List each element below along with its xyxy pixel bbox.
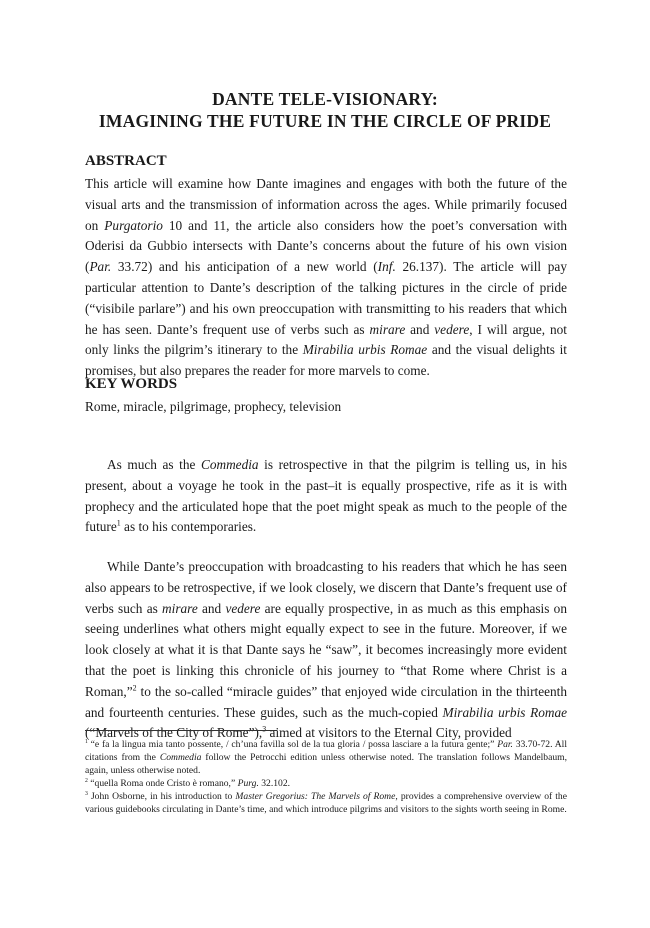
abstract-heading: ABSTRACT xyxy=(85,153,167,169)
footnote-marker: 3 xyxy=(85,790,88,797)
italic-text: Mirabilia urbis Romae xyxy=(442,704,567,720)
body-paragraph-2 xyxy=(85,557,567,744)
title-line-2: IMAGINING THE FUTURE IN THE CIRCLE OF PRIDE xyxy=(98,111,552,131)
text-run: , provides a comprehensive overview of the various guidebooks circulating in Dante’s time, and which introduce pilgrims and visitors to the sights worth seeing in Rome. xyxy=(85,791,567,815)
text-run: While Dante’s preoccupation with broadcasting to his readers that which he has seen also appears to be retrospective, if we look closely, we discern that Dante’s frequent use of verbs such as xyxy=(85,559,567,616)
keywords-heading: KEY WORDS xyxy=(85,376,178,392)
text-run: aimed at visitors to the Eternal City, provided xyxy=(266,725,512,741)
text-run: and xyxy=(197,600,226,616)
italic-text: vedere xyxy=(434,321,470,337)
footnote-marker: 1 xyxy=(85,738,88,745)
text-run: 33.70-72. All citations from the xyxy=(85,739,567,763)
abstract-text xyxy=(85,174,567,382)
article-title xyxy=(85,88,565,132)
footnote-marker: 2 xyxy=(132,683,137,693)
text-run: 10 and 11, the article also considers how the poet’s conversation with Oderisi da Gubbio intersects with Dante’s concerns about the future of his own vision ( xyxy=(85,217,567,275)
text-run: John Osborne, in his introduction to xyxy=(87,791,236,802)
italic-text: Commedia xyxy=(200,457,259,472)
title-line-1: DANTE TELE-VISIONARY: xyxy=(212,89,438,109)
text-run: This article will examine how Dante imagines and engages with both the future of the visual arts and the transmission of information across the ages. While primarily focused on xyxy=(85,176,567,233)
footnote-divider xyxy=(85,730,277,731)
italic-text: mirare xyxy=(162,600,198,616)
text-run: as to his contemporaries. xyxy=(120,519,257,535)
text-run: 26.137). The article will pay particular attention to Dante’s description of the talking pictures in the circle of pride (“visibile parlare”) and his own preoccupation with transmitting to his readers that which he has seen. Dante’s frequent use of verbs such as xyxy=(85,259,567,337)
italic-text: vedere xyxy=(225,600,261,616)
text-run: , I will argue, not only links the pilgrim’s itinerary to the xyxy=(85,321,567,358)
italic-text: Purgatorio xyxy=(104,217,163,233)
text-run: “quella Roma onde Cristo è romano,” xyxy=(87,778,238,789)
text-run: follow the Petrocchi edition unless otherwise noted. The translation follows Mandelbaum, again, unless otherwise noted. xyxy=(85,752,568,776)
text-run: 33.72) and his anticipation of a new world ( xyxy=(111,259,378,275)
italic-text: Commedia xyxy=(159,752,202,763)
text-run: to the so-called “miracle guides” that enjoyed wide circulation in the thirteenth and fourteenth centuries. These guides, such as the much-copied xyxy=(85,683,567,720)
footnote-marker: 3 xyxy=(262,724,267,734)
italic-text: mirare xyxy=(369,321,406,337)
italic-text: Mirabilia urbis Romae xyxy=(302,342,428,358)
text-run: and xyxy=(405,321,435,337)
text-run: are equally prospective, in as much as this emphasis on seeing underlines what others might equally expect to see in the future. Moreover, if we look closely at what it is that Dante says he “saw”, it becomes increasingly more evident that the poet is linking this chronicle of his journey to “that Rome where Christ is a Roman,” xyxy=(85,600,567,699)
italic-text: Inf. xyxy=(377,259,396,275)
text-run: (“Marvels of the City of Rome”), xyxy=(85,725,263,741)
text-run: As much as the xyxy=(107,457,201,472)
footnote-3 xyxy=(85,790,567,816)
footnote-2 xyxy=(85,777,567,790)
text-run: and the visual delights it promises, but also prepares the reader for more marvels to come. xyxy=(85,342,567,379)
text-run: “e fa la lingua mia tanto possente, / ch’una favilla sol de la tua gloria / possa lasciare a la futura gente;” xyxy=(87,739,498,750)
footnotes xyxy=(85,738,567,816)
italic-text: Par. xyxy=(89,259,112,275)
italic-text: Master Gregorius: The Marvels of Rome xyxy=(235,791,396,802)
keywords-text: Rome, miracle, pilgrimage, prophecy, television xyxy=(85,399,342,414)
footnote-marker: 1 xyxy=(116,518,121,528)
text-run: is retrospective in that the pilgrim is telling us, in his present, about a voyage he took in the past–it is equally prospective, rife as it is with prophecy and the articulated hope that the poet might speak as much to the people of the future xyxy=(85,457,567,535)
footnote-1 xyxy=(85,738,567,777)
body-paragraph-1 xyxy=(85,455,567,538)
italic-text: Purg. xyxy=(237,778,259,789)
footnote-marker: 2 xyxy=(85,777,88,784)
italic-text: Par. xyxy=(497,739,513,750)
text-run: 32.102. xyxy=(258,778,291,789)
